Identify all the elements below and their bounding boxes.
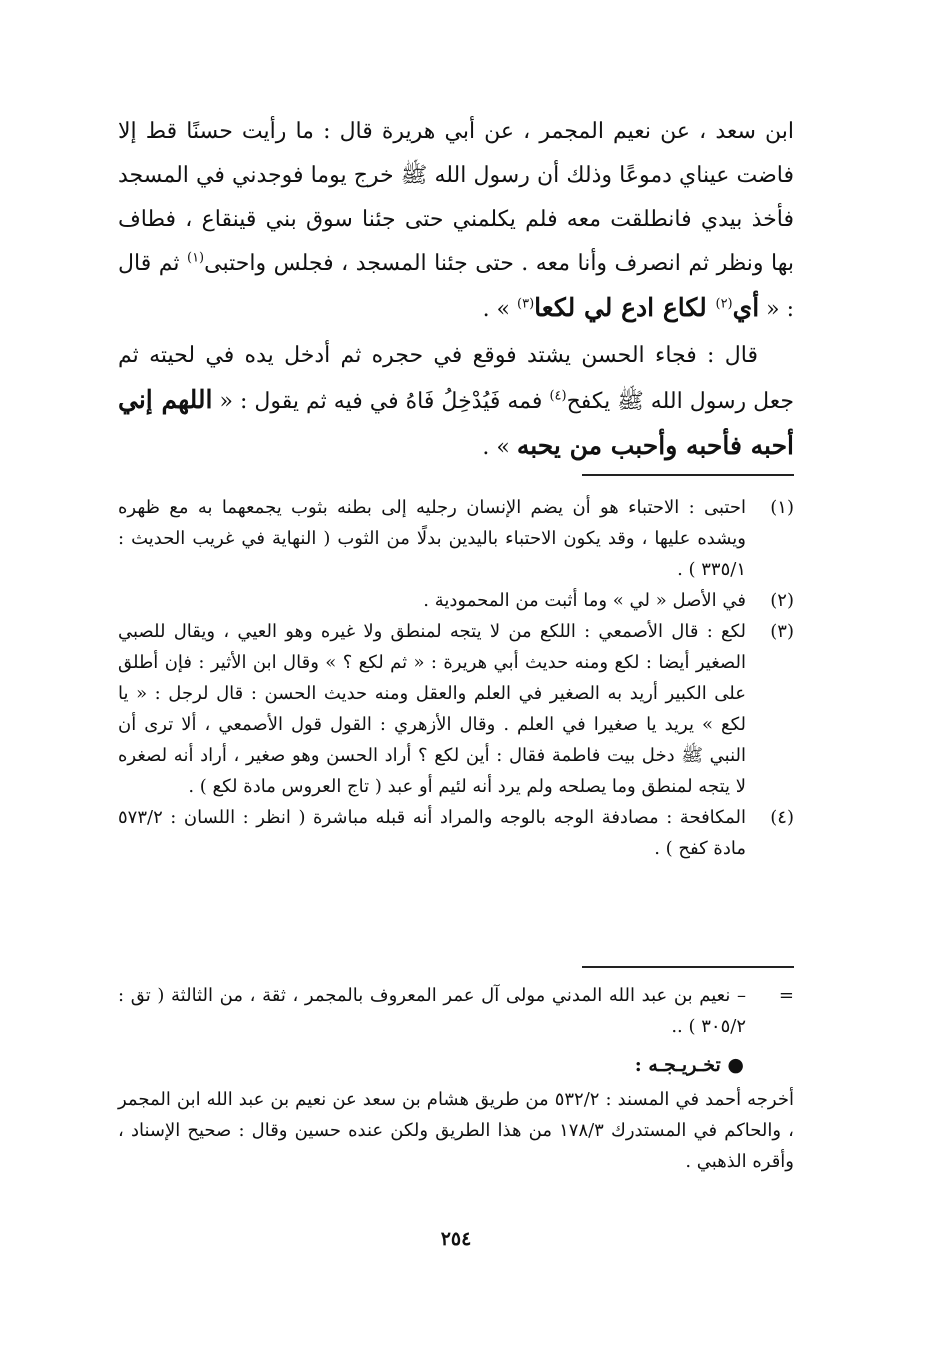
footnote-ref-3: (٣) [517,296,535,312]
footnote-text: لكع : قال الأصمعي : اللكع من لا يتجه لمنطق ولا غيره وهو العيي ، ويقال للصبي الصغير أيضا : لكع ومنه حديث أبي هريرة : « ثم لكع ؟ » وقال ابن الأثير : فإن أطلق على الكبير أريد به الصغير في العلم والعقل ومنه حديث الحسن : قال لرجل : « يا لكع » يريد يا صغيرا في العلم . وقال الأزهري : القول قول الأصمعي ، ألا ترى أن النبي ﷺ دخل بيت فاطمة فقال : أين لكع ؟ أراد الحسن وهو صغير ، أراد أنه لصغره لا يتجه لمنطق وما يصلحه ولم يرد أنه لئيم أو عبد ( تاج العروس مادة لكع ) . [118,621,746,797]
hadith-quote-1a: أي [732,293,760,322]
footnote-text: في الأصل « لي » وما أثبت من المحمودية . [423,590,746,611]
narrators-section [118,980,794,1177]
main-paragraph-2-text: قال : فجاء الحسن يشتد فوقع في حجره ثم أدخل يده في لحيته ثم جعل رسول الله ﷺ يكفح [118,343,795,414]
footnotes [118,492,794,864]
footnote-item [118,585,794,616]
main-paragraph-1-text-2: ثم قال : « [118,251,794,322]
book-page [118,110,795,1250]
footnote-item [118,802,794,864]
main-paragraph-2 [118,334,794,470]
hadith-quote-1b: لكاع ادع لي لكعا [534,293,716,322]
narrator-entry [118,980,794,1042]
page-number: ٢٥٤ [440,1228,472,1250]
narrator-text: – نعيم بن عبد الله المدني مولى آل عمر المعروف بالمجمر ، ثقة ، من الثالثة ( تق : ٣٠٥/٢ ) .. [118,985,746,1037]
footnote-text: المكافحة : مصادفة الوجه بالوجه والمراد أنه قبله مباشرة ( انظر : اللسان : ٥٧٣/٢ مادة كفح ) . [118,807,746,859]
narrator-marker: = [778,985,794,1006]
footnote-ref-2: (٢) [715,296,733,312]
footnote-ref-4: (٤) [549,388,567,404]
footnote-number: (٤) [770,807,794,828]
main-paragraph-2-end: » . [482,435,517,460]
main-paragraph-1-end: » . [482,297,518,322]
main-text [118,110,794,470]
takhrij-text: أخرجه أحمد في المسند : ٥٣٢/٢ من طريق هشام بن سعد عن نعيم بن عبد الله ابن المجمر ، والحاكم في المستدرك ١٧٨/٣ من هذا الطريق ولكن عنده حسين وقال : صحيح الإسناد ، وأقره الذهبي . [118,1089,794,1172]
main-paragraph-2-text-2: فمه فَيُدْخِلُ فَاهُ في فيه ثم يقول : « [212,389,550,414]
footnote-text: احتبى : الاحتباء هو أن يضم الإنسان رجليه إلى بطنه بثوب يجمعهما به مع ظهره ويشده عليها ، وقد يكون الاحتباء باليدين بدلًا من الثوب ( النهاية في غريب الحديث : ٣٣٥/١ ) . [118,497,746,580]
footnote-separator [582,474,794,476]
footnote-ref-1: (١) [186,250,205,266]
main-paragraph-1 [118,110,794,332]
footnote-number: (٢) [770,590,794,611]
narrators-separator [582,966,794,968]
main-paragraph-1-text: ابن سعد ، عن نعيم المجمر ، عن أبي هريرة قال : ما رأيت حسنًا قط إلا فاضت عيناي دموعًا وذلك أن رسول الله ﷺ خرج يوما فوجدني في المسجد فأخذ بيدي فانطلقت معه فلم يكلمني حتى جئنا سوق بني قينقاع ، فطاف بها ونظر ثم انصرف وأنا معه . حتى جئنا المسجد ، فجلس واحتبى [118,119,794,276]
footnote-item [118,492,794,585]
footnote-number: (٣) [770,621,794,642]
takhrij-heading: ● تخـريـجـه : [634,1054,744,1076]
hadith-quote-2: اللهم إني أحبه فأحبه وأحبب من يحبه [118,385,794,460]
footnote-item [118,616,794,802]
footnote-number: (١) [770,497,794,518]
